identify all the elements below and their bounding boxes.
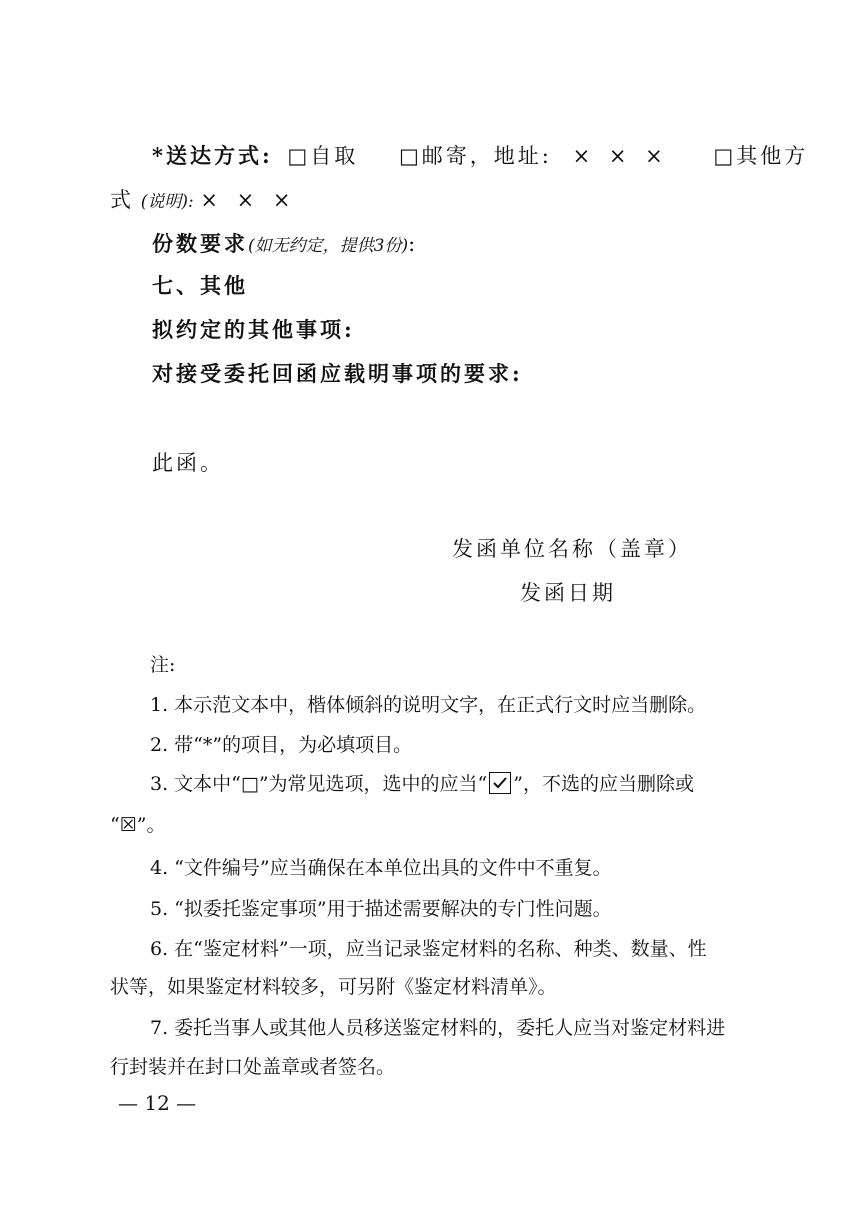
note-4: 4. “文件编号”应当确保在本单位出具的文件中不重复。 <box>150 857 612 879</box>
delivery-option-other: □其他方 <box>713 144 809 168</box>
notes-title: 注: <box>150 654 176 676</box>
delivery-explain-note: (说明): <box>140 192 194 212</box>
note-3-cont: “☒”。 <box>110 814 166 836</box>
page-number: — 12 — <box>118 1091 197 1115</box>
delivery-mail-address: × × × <box>572 144 669 168</box>
note-3-part-2: ”，不选的应当删除或 <box>513 773 694 795</box>
note-6-line-1: 6. 在“鉴定材料”一项，应当记录鉴定材料的名称、种类、数量、性 <box>150 938 707 960</box>
sender-name: 发函单位名称（盖章） <box>452 537 692 561</box>
note-5: 5. “拟委托鉴定事项”用于描述需要解决的专门性问题。 <box>150 898 612 920</box>
note-1: 1. 本示范文本中，楷体倾斜的说明文字，在正式行文时应当删除。 <box>150 694 707 716</box>
copies-colon: : <box>408 232 416 256</box>
reply-requirements-label: 对接受委托回函应载明事项的要求: <box>152 361 523 386</box>
note-3 <box>150 769 694 799</box>
note-7-line-1: 7. 委托当事人或其他人员移送鉴定材料的，委托人应当对鉴定材料进 <box>150 1017 726 1039</box>
delivery-option-other-cont: 式 <box>110 188 134 212</box>
other-items-label: 拟约定的其他事项: <box>152 317 355 342</box>
delivery-explain-value: × × × <box>200 188 297 212</box>
note-6-line-2: 状等，如果鉴定材料较多，可另附《鉴定材料清单》。 <box>110 976 557 998</box>
delivery-option-mail: □邮寄，地址: <box>398 144 552 168</box>
send-date: 发函日期 <box>520 581 616 605</box>
copies-note: (如无约定，提供3份) <box>248 236 409 256</box>
note-7-line-2: 行封装并在封口处盖章或者签名。 <box>110 1056 396 1078</box>
delivery-method-line-2 <box>110 185 297 217</box>
section-7-heading: 七、其他 <box>152 273 248 298</box>
delivery-option-self: □自取 <box>287 144 359 168</box>
note-3-part-1: 3. 文本中“□”为常见选项，选中的应当“ <box>150 773 488 795</box>
closing-text: 此函。 <box>152 451 224 475</box>
copies-line <box>152 229 415 261</box>
copies-label: 份数要求 <box>152 231 248 256</box>
delivery-method-line <box>152 141 808 171</box>
delivery-method-label: *送达方式: <box>152 143 273 168</box>
checked-box-icon <box>489 772 511 794</box>
note-2: 2. 带“*”的项目，为必填项目。 <box>150 734 413 756</box>
